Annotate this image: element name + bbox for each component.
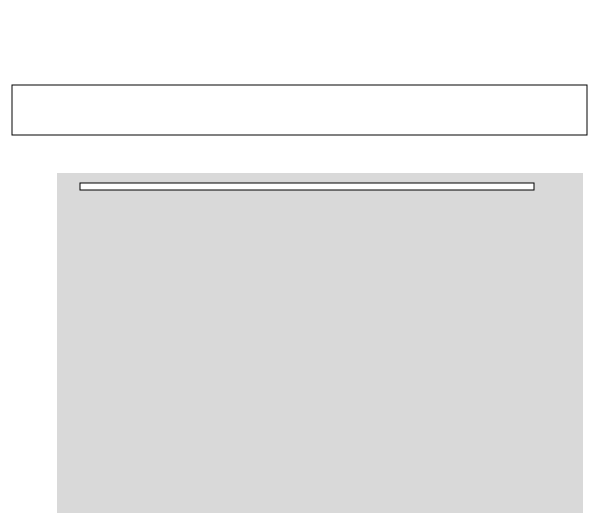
ld-plot-background	[57, 173, 583, 513]
region-frame	[12, 85, 587, 135]
genomic-region-panel	[12, 85, 587, 135]
ld-plot-panel	[57, 173, 583, 513]
snp-position-bar	[80, 183, 534, 190]
